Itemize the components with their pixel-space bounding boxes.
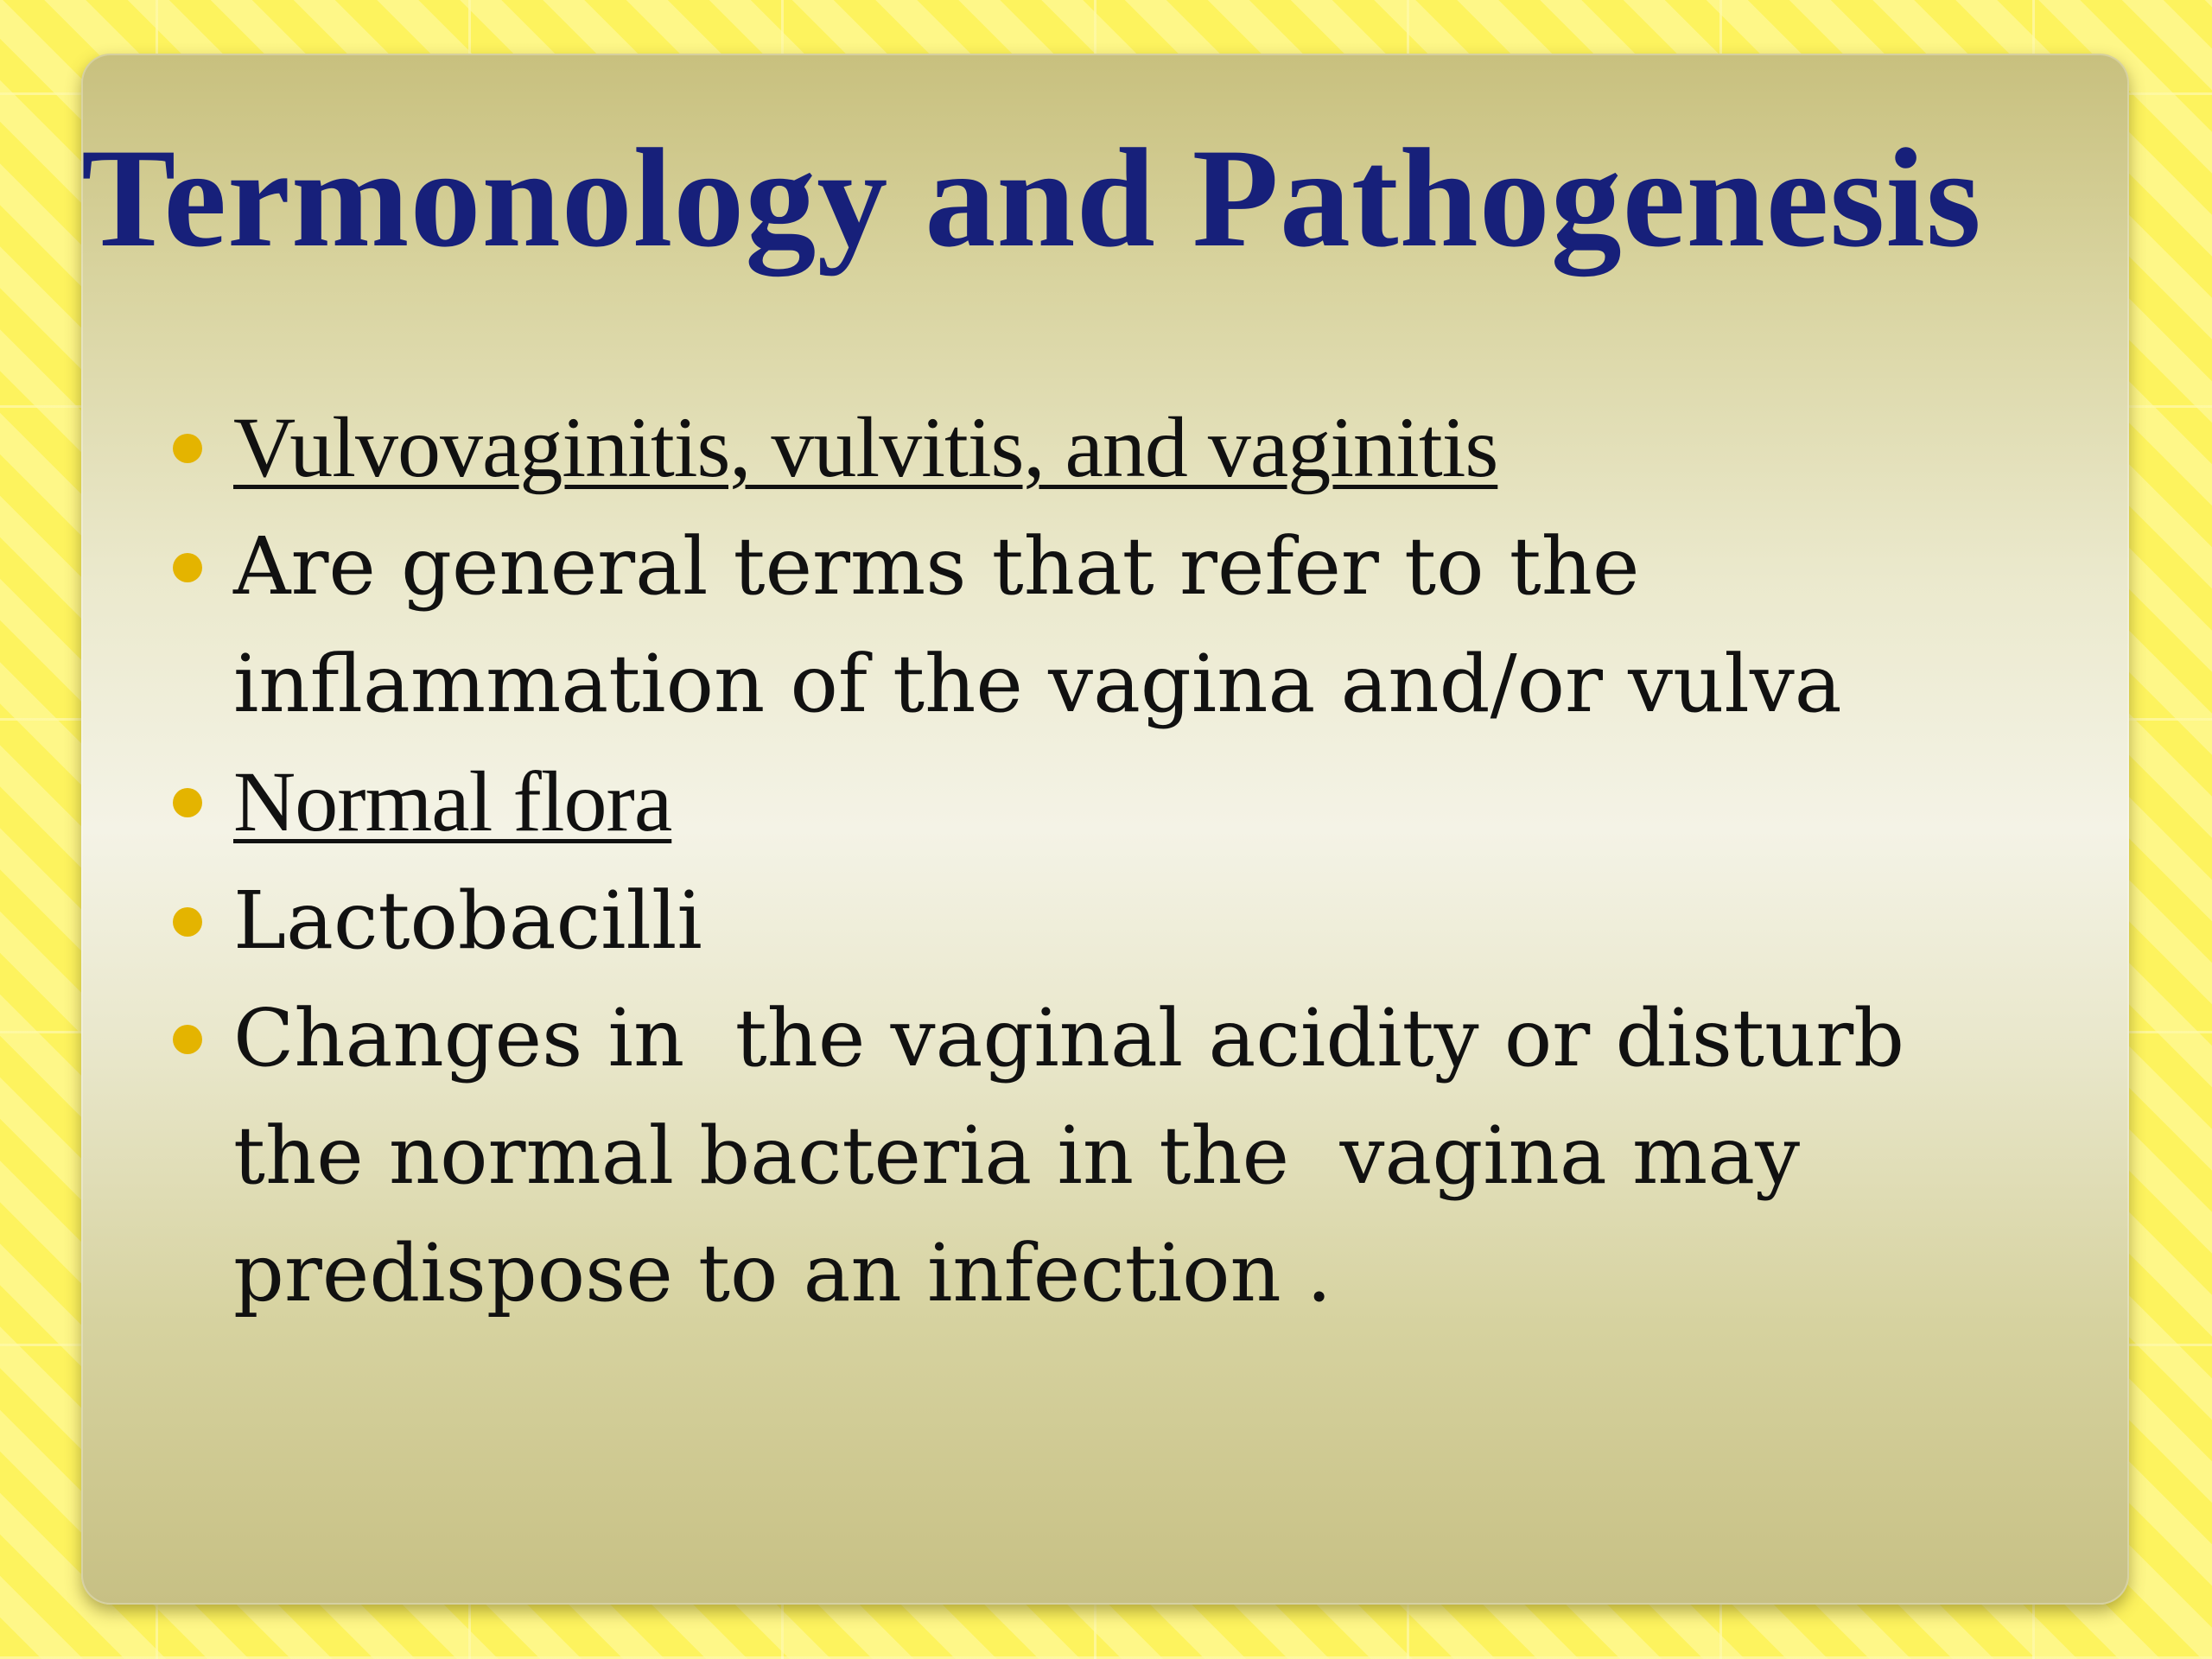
bullet-dot-icon — [173, 907, 202, 937]
bullet-body-text: Lactobacilli — [233, 874, 702, 967]
bullet-body-text: Are general terms that refer to the inflammation of the vagina and/or vulva — [233, 520, 1842, 730]
bullet-body-text: Changes in the vaginal acidity or disturb the normal bacteria in the vagina may predispose to an infection . — [233, 992, 1930, 1319]
bullet-item-5 — [86, 980, 2022, 1332]
bullet-item-1 — [86, 389, 2022, 508]
bullet-item-4 — [86, 862, 2022, 980]
bullet-dot-icon — [173, 788, 202, 817]
bullet-dot-icon — [173, 1025, 202, 1054]
bullet-heading-text: Vulvovaginitis, vulvitis, and vaginitis — [233, 399, 1498, 495]
bullet-list — [86, 389, 2022, 1332]
bullet-heading-text: Normal flora — [233, 753, 672, 849]
slide-title: Termonology and Pathogenesis — [81, 120, 1982, 276]
bullet-item-3 — [86, 743, 2022, 862]
bullet-dot-icon — [173, 434, 202, 463]
bullet-dot-icon — [173, 553, 202, 582]
bullet-item-2 — [86, 508, 2022, 743]
